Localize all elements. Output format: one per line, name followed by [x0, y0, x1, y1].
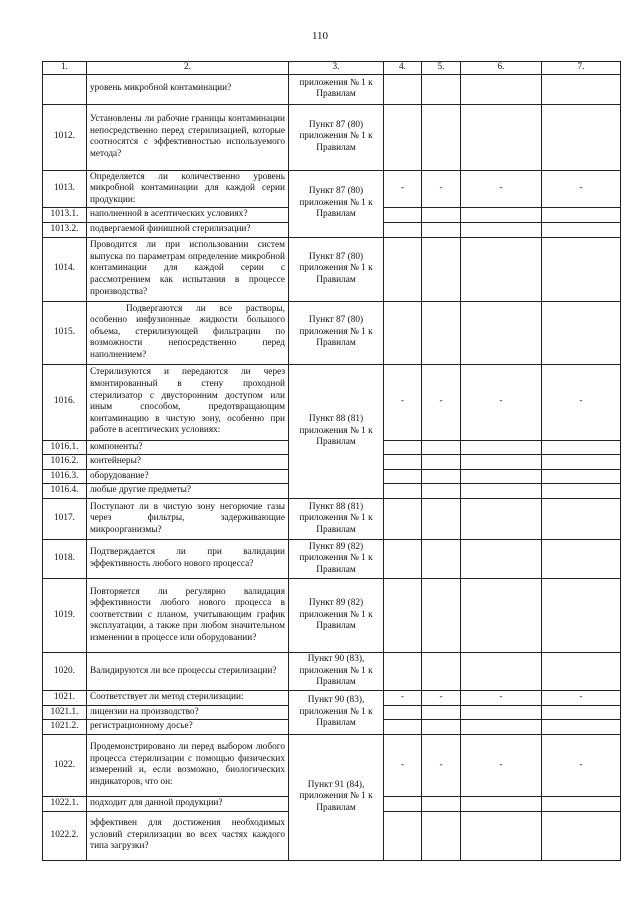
- answer-cell[interactable]: [461, 104, 542, 170]
- question-text: Валидируются ли все процессы стерилизации?: [87, 653, 289, 691]
- answer-cell[interactable]: [461, 455, 542, 470]
- dash-mark: -: [499, 396, 503, 407]
- answer-cell[interactable]: [422, 720, 461, 735]
- answer-cell[interactable]: [384, 223, 422, 238]
- col-header: 6.: [461, 62, 542, 75]
- dash-mark: -: [499, 759, 503, 770]
- dash-mark: -: [579, 759, 583, 770]
- answer-cell[interactable]: [461, 811, 542, 860]
- col-header: 1.: [43, 62, 87, 75]
- reference-cell: Пункт 89 (82) приложения № 1 к Правилам: [289, 540, 384, 579]
- reference-cell: Пункт 88 (81) приложения № 1 к Правилам: [289, 364, 384, 498]
- table-row: [43, 364, 621, 440]
- answer-cell[interactable]: [384, 170, 422, 208]
- row-number: 1021.2.: [43, 720, 87, 735]
- row-number: 1022.1.: [43, 796, 87, 811]
- table-row: [43, 104, 621, 170]
- row-number: 1015.: [43, 301, 87, 364]
- table-row: [43, 734, 621, 796]
- row-number: 1020.: [43, 653, 87, 691]
- dash-mark: -: [439, 183, 443, 194]
- answer-cell[interactable]: [384, 74, 422, 104]
- answer-cell[interactable]: [461, 499, 542, 540]
- answer-cell[interactable]: [461, 223, 542, 238]
- answer-cell[interactable]: [461, 720, 542, 735]
- answer-cell[interactable]: [384, 579, 422, 653]
- answer-cell[interactable]: [384, 208, 422, 223]
- answer-cell[interactable]: [461, 705, 542, 720]
- question-text: Проводится ли при использовании систем выпуска по параметрам определение микробной контаминации для каждой серии с рассмотрением как испытания в процессе производства?: [87, 237, 289, 301]
- answer-cell[interactable]: [422, 223, 461, 238]
- question-text: подходит для данной продукции?: [87, 796, 289, 811]
- dash-mark: -: [499, 183, 503, 194]
- dash-mark: -: [439, 692, 443, 703]
- row-number: 1016.: [43, 364, 87, 440]
- checklist-table: [42, 61, 621, 861]
- table-row: [43, 237, 621, 301]
- row-number: 1022.2.: [43, 811, 87, 860]
- answer-cell[interactable]: [542, 484, 621, 499]
- answer-cell[interactable]: [461, 796, 542, 811]
- col-header: 4.: [384, 62, 422, 75]
- answer-cell[interactable]: [461, 301, 542, 364]
- reference-cell: Пункт 89 (82) приложения № 1 к Правилам: [289, 579, 384, 653]
- row-number: 1012.: [43, 104, 87, 170]
- question-text: регистрационному досье?: [87, 720, 289, 735]
- answer-cell[interactable]: [461, 208, 542, 223]
- row-number: 1021.: [43, 691, 87, 706]
- question-text: лицензии на производство?: [87, 705, 289, 720]
- answer-cell[interactable]: [422, 734, 461, 796]
- row-number: 1017.: [43, 499, 87, 540]
- answer-cell[interactable]: [384, 734, 422, 796]
- answer-cell[interactable]: [542, 579, 621, 653]
- answer-cell[interactable]: [384, 540, 422, 579]
- answer-cell[interactable]: [542, 796, 621, 811]
- answer-cell[interactable]: [384, 301, 422, 364]
- reference-cell: Пункт 88 (81) приложения № 1 к Правилам: [289, 499, 384, 540]
- answer-cell[interactable]: [422, 74, 461, 104]
- answer-cell[interactable]: [422, 499, 461, 540]
- row-number: 1021.1.: [43, 705, 87, 720]
- answer-cell[interactable]: [422, 364, 461, 440]
- dash-mark: -: [579, 692, 583, 703]
- answer-cell[interactable]: [542, 653, 621, 691]
- answer-cell[interactable]: [422, 579, 461, 653]
- answer-cell[interactable]: [542, 74, 621, 104]
- answer-cell[interactable]: [542, 811, 621, 860]
- answer-cell[interactable]: [542, 720, 621, 735]
- answer-cell[interactable]: [384, 653, 422, 691]
- answer-cell[interactable]: [542, 455, 621, 470]
- question-text: Соответствует ли метод стерилизации:: [87, 691, 289, 706]
- table-row: [43, 301, 621, 364]
- table-row: [43, 540, 621, 579]
- row-number: 1019.: [43, 579, 87, 653]
- answer-cell[interactable]: [422, 705, 461, 720]
- answer-cell[interactable]: [542, 691, 621, 706]
- table-row: [43, 74, 621, 104]
- question-text: Продемонстрировано ли перед выбором любого процесса стерилизации с помощью физических измерений и, если возможно, биологических индикаторов, что он:: [87, 734, 289, 796]
- answer-cell[interactable]: [384, 104, 422, 170]
- answer-cell[interactable]: [384, 455, 422, 470]
- answer-cell[interactable]: [542, 208, 621, 223]
- answer-cell[interactable]: [461, 440, 542, 455]
- answer-cell[interactable]: [542, 237, 621, 301]
- reference-cell: Пункт 90 (83), приложения № 1 к Правилам: [289, 691, 384, 735]
- answer-cell[interactable]: [422, 440, 461, 455]
- table-row: [43, 170, 621, 208]
- question-text: Установлены ли рабочие границы контаминации непосредственно перед стерилизацией, которые соотносятся с эффективностью используемого метода?: [87, 104, 289, 170]
- answer-cell[interactable]: [384, 440, 422, 455]
- question-text: любые другие предметы?: [87, 484, 289, 499]
- row-number: [43, 74, 87, 104]
- answer-cell[interactable]: [384, 484, 422, 499]
- row-number: 1022.: [43, 734, 87, 796]
- answer-cell[interactable]: [422, 170, 461, 208]
- dash-mark: -: [400, 183, 405, 194]
- answer-cell[interactable]: [542, 540, 621, 579]
- answer-cell[interactable]: [422, 301, 461, 364]
- reference-cell: Пункт 87 (80) приложения № 1 к Правилам: [289, 170, 384, 237]
- row-number: 1018.: [43, 540, 87, 579]
- answer-cell[interactable]: [542, 705, 621, 720]
- answer-cell[interactable]: [461, 734, 542, 796]
- reference-cell: Пункт 87 (80) приложения № 1 к Правилам: [289, 301, 384, 364]
- answer-cell[interactable]: [384, 237, 422, 301]
- answer-cell[interactable]: [422, 104, 461, 170]
- answer-cell[interactable]: [461, 691, 542, 706]
- reference-cell: Пункт 90 (83), приложения № 1 к Правилам: [289, 653, 384, 691]
- answer-cell[interactable]: [461, 74, 542, 104]
- table-row: [43, 579, 621, 653]
- answer-cell[interactable]: [542, 104, 621, 170]
- answer-cell[interactable]: [384, 364, 422, 440]
- answer-cell[interactable]: [422, 208, 461, 223]
- answer-cell[interactable]: [461, 170, 542, 208]
- col-header: 7.: [542, 62, 621, 75]
- header-row: [43, 62, 621, 75]
- row-number: 1013.: [43, 170, 87, 208]
- answer-cell[interactable]: [542, 734, 621, 796]
- answer-cell[interactable]: [422, 484, 461, 499]
- answer-cell[interactable]: [422, 811, 461, 860]
- col-header: 5.: [422, 62, 461, 75]
- answer-cell[interactable]: [461, 364, 542, 440]
- row-number: 1013.1.: [43, 208, 87, 223]
- answer-cell[interactable]: [542, 469, 621, 484]
- reference-cell: Пункт 87 (80) приложения № 1 к Правилам: [289, 237, 384, 301]
- answer-cell[interactable]: [461, 579, 542, 653]
- answer-cell[interactable]: [461, 237, 542, 301]
- row-number: 1016.2.: [43, 455, 87, 470]
- answer-cell[interactable]: [384, 499, 422, 540]
- table-row: [43, 499, 621, 540]
- dash-mark: -: [400, 692, 405, 703]
- answer-cell[interactable]: [542, 301, 621, 364]
- answer-cell[interactable]: [422, 540, 461, 579]
- reference-cell: Пункт 87 (80) приложения № 1 к Правилам: [289, 104, 384, 170]
- table-row: [43, 653, 621, 691]
- row-number: 1016.3.: [43, 469, 87, 484]
- question-text: эффективен для достижения необходимых условий стерилизации во всех частях каждого типа загрузки?: [87, 811, 289, 860]
- answer-cell[interactable]: [461, 469, 542, 484]
- answer-cell[interactable]: [422, 455, 461, 470]
- dash-mark: -: [579, 396, 583, 407]
- question-text: контейнеры?: [87, 455, 289, 470]
- dash-mark: -: [400, 759, 405, 770]
- row-number: 1016.4.: [43, 484, 87, 499]
- answer-cell[interactable]: [461, 484, 542, 499]
- reference-cell: Пункт 91 (84), приложения № 1 к Правилам: [289, 734, 384, 860]
- question-text: Подвергаются ли все растворы, особенно инфузионные жидкости большого объема, стерилизующей фильтрации по возможности непосредственно перед наполнением?: [87, 301, 289, 364]
- answer-cell[interactable]: [542, 223, 621, 238]
- answer-cell[interactable]: [384, 796, 422, 811]
- reference-cell: приложения № 1 к Правилам: [289, 74, 384, 104]
- answer-cell[interactable]: [542, 170, 621, 208]
- question-text: компоненты?: [87, 440, 289, 455]
- dash-mark: -: [439, 759, 443, 770]
- answer-cell[interactable]: [422, 691, 461, 706]
- question-text: уровень микробной контаминации?: [87, 74, 289, 104]
- question-text: Повторяется ли регулярно валидация эффективности любого нового процесса в соответствии с планом, учитывающим график эксплуатации, а также при любом значительном изменении в процессе или оборудовании?: [87, 579, 289, 653]
- question-text: оборудование?: [87, 469, 289, 484]
- question-text: Определяется ли количественно уровень микробной контаминации для каждой серии продукции:: [87, 170, 289, 208]
- question-text: наполненной в асептических условиях?: [87, 208, 289, 223]
- answer-cell[interactable]: [384, 705, 422, 720]
- answer-cell[interactable]: [422, 469, 461, 484]
- row-number: 1014.: [43, 237, 87, 301]
- answer-cell[interactable]: [542, 364, 621, 440]
- answer-cell[interactable]: [461, 653, 542, 691]
- dash-mark: -: [499, 692, 503, 703]
- answer-cell[interactable]: [422, 796, 461, 811]
- answer-cell[interactable]: [384, 691, 422, 706]
- question-text: Поступают ли в чистую зону негорючие газы через фильтры, задерживающие микроорганизмы?: [87, 499, 289, 540]
- answer-cell[interactable]: [422, 237, 461, 301]
- page-number: 110: [311, 30, 329, 42]
- col-header: 3.: [289, 62, 384, 75]
- answer-cell[interactable]: [384, 811, 422, 860]
- answer-cell[interactable]: [384, 469, 422, 484]
- answer-cell[interactable]: [542, 440, 621, 455]
- answer-cell[interactable]: [542, 499, 621, 540]
- question-text: Подтверждается ли при валидации эффективность любого нового процесса?: [87, 540, 289, 579]
- answer-cell[interactable]: [384, 720, 422, 735]
- question-text: подвергаемой финишной стерилизации?: [87, 223, 289, 238]
- row-number: 1016.1.: [43, 440, 87, 455]
- table-row: [43, 691, 621, 706]
- row-number: 1013.2.: [43, 223, 87, 238]
- col-header: 2.: [87, 62, 289, 75]
- dash-mark: -: [400, 396, 405, 407]
- question-text: Стерилизуются и передаются ли через вмонтированный в стену проходной стерилизатор с двусторонним доступом или иным способом, предотвращающим контаминацию в чистую зону, особенно при работе в асептических условиях:: [87, 364, 289, 440]
- dash-mark: -: [579, 183, 583, 194]
- dash-mark: -: [439, 396, 443, 407]
- answer-cell[interactable]: [461, 540, 542, 579]
- answer-cell[interactable]: [422, 653, 461, 691]
